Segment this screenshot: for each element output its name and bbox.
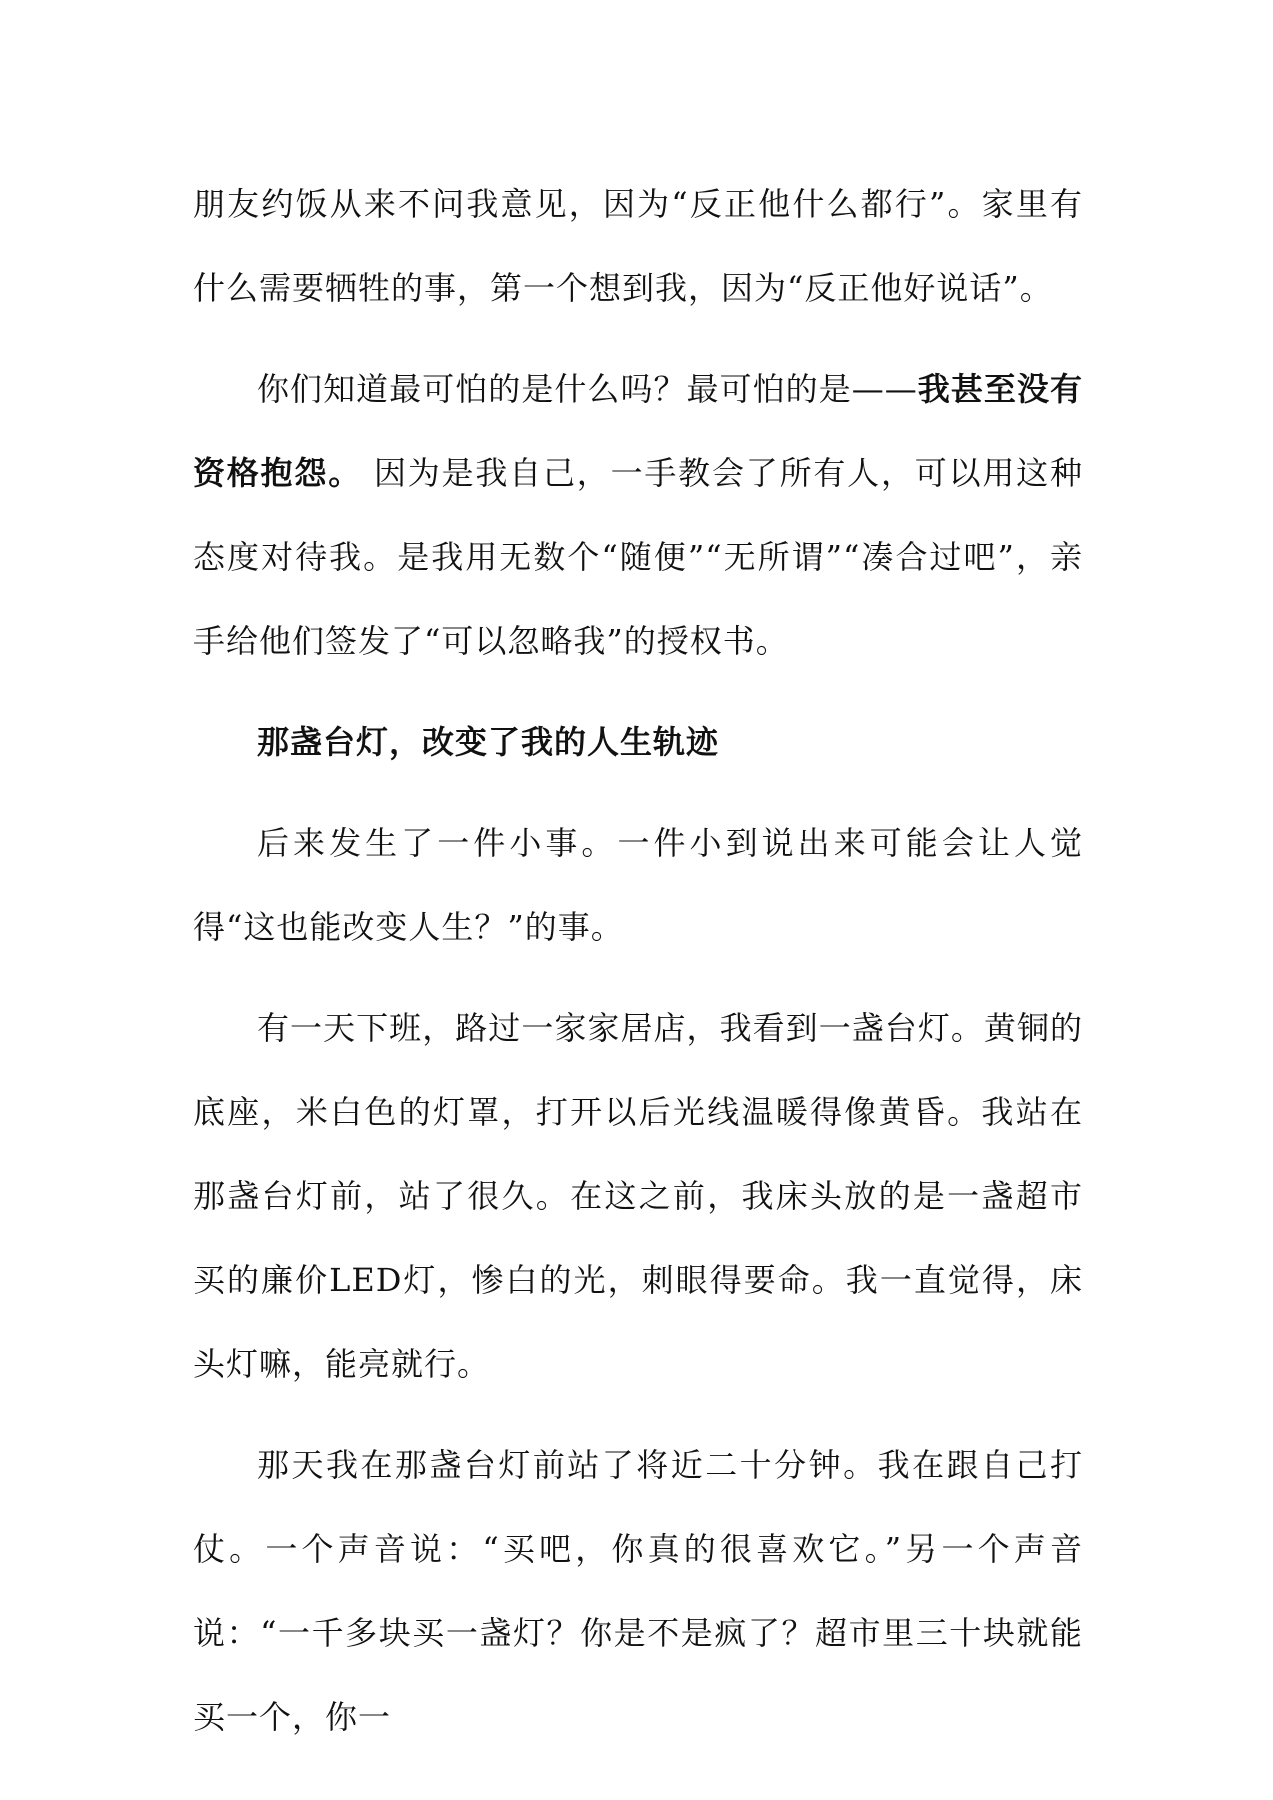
paragraph-complaint-lead: 你们知道最可怕的是什么吗？最可怕的是——: [257, 370, 918, 408]
section-heading: 那盏台灯，改变了我的人生轨迹: [257, 723, 720, 761]
paragraph-complaint-emphasis: 我甚至没有资格抱怨。: [193, 370, 1083, 492]
paragraph-small-thing: 后来发生了一件小事。一件小到说出来可能会让人觉得“这也能改变人生？”的事。: [193, 824, 1083, 946]
paragraph-inner-battle: 那天我在那盏台灯前站了将近二十分钟。我在跟自己打仗。一个声音说：“买吧，你真的很喜欢它。”另一个声音说：“一千多块买一盏灯？你是不是疯了？超市里三十块就能买一个，你一: [193, 1446, 1083, 1736]
paragraph-complaint-rest: 因为是我自己，一手教会了所有人，可以用这种态度对待我。是我用无数个“随便”“无所谓”“凑合过吧”，亲手给他们签发了“可以忽略我”的授权书。: [193, 454, 1083, 660]
document-body: [193, 162, 1083, 1776]
paragraph-complaint: [193, 347, 1083, 683]
paragraph-lamp-store: 有一天下班，路过一家家居店，我看到一盏台灯。黄铜的底座，米白色的灯罩，打开以后光线温暖得像黄昏。我站在那盏台灯前，站了很久。在这之前，我床头放的是一盏超市买的廉价LED灯，惨白的光，刺眼得要命。我一直觉得，床头灯嘛，能亮就行。: [193, 1009, 1083, 1383]
paragraph-friends: 朋友约饭从来不问我意见，因为“反正他什么都行”。家里有什么需要牺牲的事，第一个想到我，因为“反正他好说话”。: [193, 185, 1083, 307]
